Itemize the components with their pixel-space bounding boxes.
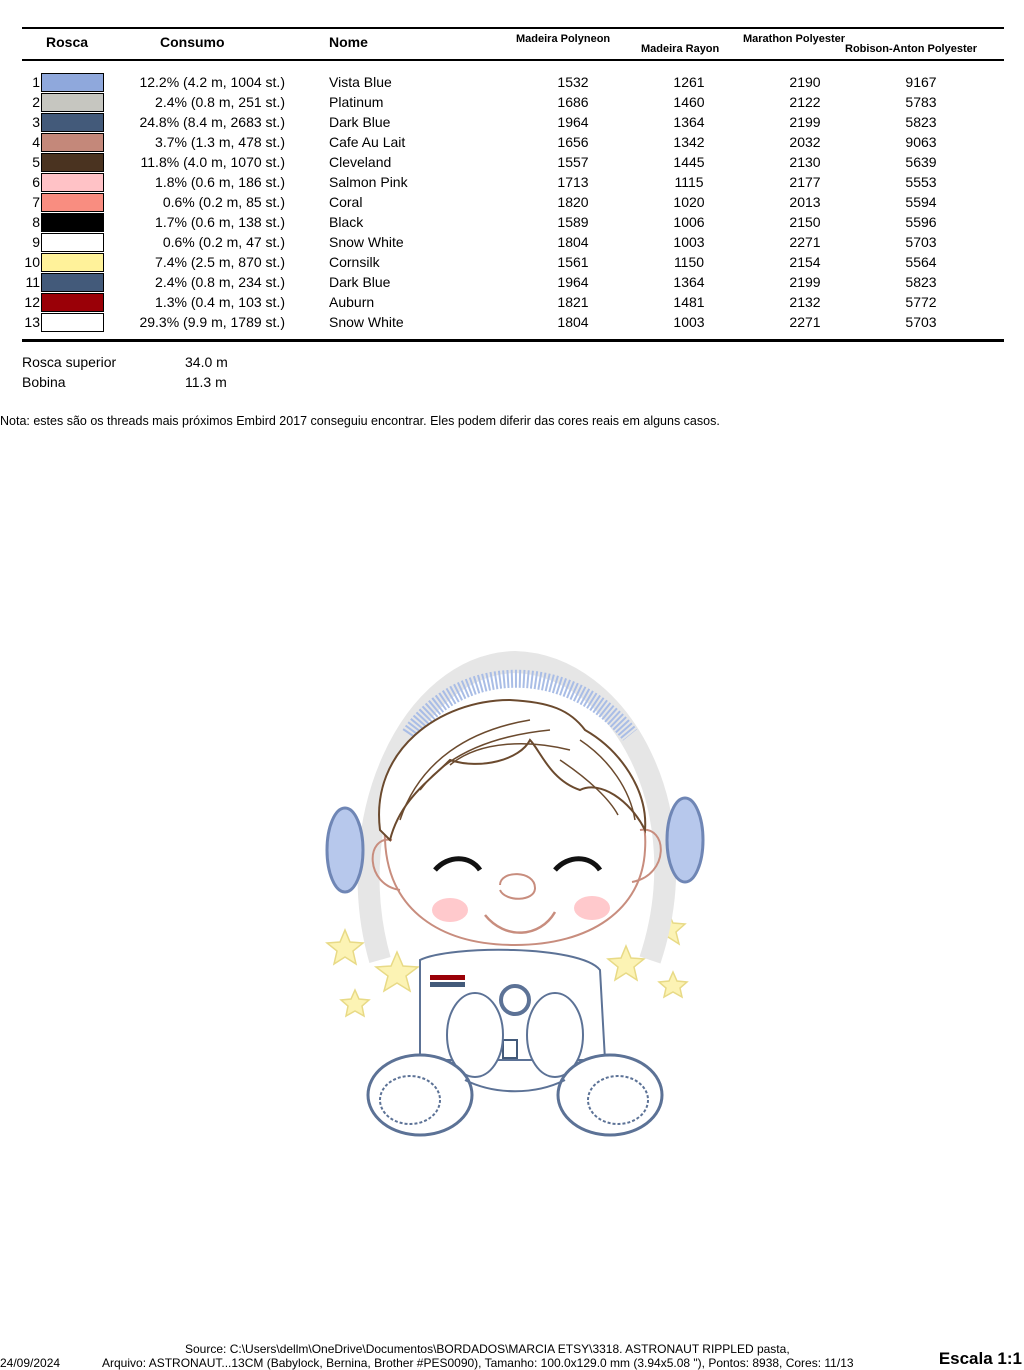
thread-name: Platinum xyxy=(329,94,384,110)
color-swatch xyxy=(41,173,104,192)
madeira-polyneon-code: 1804 xyxy=(557,314,589,330)
madeira-rayon-code: 1150 xyxy=(673,254,705,270)
table-row xyxy=(0,292,1024,312)
thread-name: Snow White xyxy=(329,314,404,330)
madeira-polyneon-code: 1532 xyxy=(557,74,589,90)
color-swatch xyxy=(41,73,104,92)
rosca-superior-label: Rosca superior xyxy=(22,354,117,370)
madeira-rayon-code: 1261 xyxy=(673,74,705,90)
color-swatch xyxy=(41,213,104,232)
color-swatch xyxy=(41,293,104,312)
header-nome: Nome xyxy=(329,34,368,50)
madeira-polyneon-code: 1656 xyxy=(557,134,589,150)
color-swatch xyxy=(41,113,104,132)
robison-anton-code: 5823 xyxy=(905,114,937,130)
note-text: Nota: estes são os threads mais próximos Embird 2017 conseguiu encontrar. Eles podem diferir das cores reais em alguns casos. xyxy=(0,414,720,428)
table-row xyxy=(0,72,1024,92)
thread-number: 2 xyxy=(32,94,40,110)
thread-number: 1 xyxy=(32,74,40,90)
header-consumo: Consumo xyxy=(160,34,225,50)
color-swatch xyxy=(41,253,104,272)
marathon-polyester-code: 2271 xyxy=(789,314,821,330)
madeira-rayon-code: 1364 xyxy=(673,114,705,130)
madeira-polyneon-code: 1589 xyxy=(557,214,589,230)
marathon-polyester-code: 2130 xyxy=(789,154,821,170)
robison-anton-code: 5783 xyxy=(905,94,937,110)
thread-number: 4 xyxy=(32,134,40,150)
marathon-polyester-code: 2132 xyxy=(789,294,821,310)
thread-name: Dark Blue xyxy=(329,274,391,290)
madeira-polyneon-code: 1804 xyxy=(557,234,589,250)
footer-arquivo: Arquivo: ASTRONAUT...13CM (Babylock, Bernina, Brother #PES0090), Tamanho: 100.0x129.0 mm (3.94x5.08 "), Pontos: 8938, Cores: 11/13 xyxy=(102,1356,854,1370)
thread-consumption: 2.4% (0.8 m, 251 st.) xyxy=(155,94,285,110)
color-swatch xyxy=(41,273,104,292)
marathon-polyester-code: 2199 xyxy=(789,274,821,290)
color-swatch xyxy=(41,133,104,152)
marathon-polyester-code: 2122 xyxy=(789,94,821,110)
madeira-polyneon-code: 1964 xyxy=(557,274,589,290)
thread-number: 10 xyxy=(24,254,40,270)
color-swatch xyxy=(41,93,104,112)
robison-anton-code: 5823 xyxy=(905,274,937,290)
thread-number: 13 xyxy=(24,314,40,330)
marathon-polyester-code: 2177 xyxy=(789,174,821,190)
robison-anton-code: 9167 xyxy=(905,74,937,90)
madeira-polyneon-code: 1557 xyxy=(557,154,589,170)
marathon-polyester-code: 2190 xyxy=(789,74,821,90)
scale-label: Escala 1:1 xyxy=(938,1349,1022,1368)
header-madeira-polyneon: Madeira Polyneon xyxy=(516,33,611,45)
robison-anton-code: 5703 xyxy=(905,314,937,330)
robison-anton-code: 5553 xyxy=(905,174,937,190)
thread-name: Cornsilk xyxy=(329,254,380,270)
header-madeira-rayon: Madeira Rayon xyxy=(641,43,720,55)
marathon-polyester-code: 2199 xyxy=(789,114,821,130)
table-row xyxy=(0,132,1024,152)
thread-number: 9 xyxy=(32,234,40,250)
table-row xyxy=(0,92,1024,112)
table-row xyxy=(0,152,1024,172)
madeira-rayon-code: 1460 xyxy=(673,94,705,110)
madeira-rayon-code: 1115 xyxy=(674,174,704,190)
madeira-polyneon-code: 1686 xyxy=(557,94,589,110)
color-swatch xyxy=(41,153,104,172)
header-robison-anton-polyester: Robison-Anton Polyester xyxy=(845,43,978,55)
thread-name: Salmon Pink xyxy=(329,174,408,190)
marathon-polyester-code: 2150 xyxy=(789,214,821,230)
madeira-polyneon-code: 1964 xyxy=(557,114,589,130)
color-swatch xyxy=(41,233,104,252)
thread-number: 6 xyxy=(32,174,40,190)
thread-name: Cleveland xyxy=(329,154,392,170)
footer-date: 24/09/2024 xyxy=(0,1356,61,1370)
table-row xyxy=(0,192,1024,212)
table-row xyxy=(0,232,1024,252)
thread-number: 11 xyxy=(25,274,40,290)
thread-consumption: 11.8% (4.0 m, 1070 st.) xyxy=(140,154,285,170)
thread-consumption: 3.7% (1.3 m, 478 st.) xyxy=(155,134,285,150)
thread-name: Coral xyxy=(329,194,363,210)
table-header-rule xyxy=(22,59,1004,61)
color-swatch xyxy=(41,313,104,332)
table-row xyxy=(0,272,1024,292)
table-top-rule xyxy=(22,27,1004,29)
madeira-rayon-code: 1481 xyxy=(673,294,705,310)
thread-name: Snow White xyxy=(329,234,404,250)
madeira-polyneon-code: 1820 xyxy=(557,194,589,210)
thread-consumption: 1.8% (0.6 m, 186 st.) xyxy=(155,174,285,190)
robison-anton-code: 5639 xyxy=(905,154,937,170)
thread-consumption: 2.4% (0.8 m, 234 st.) xyxy=(155,274,285,290)
thread-name: Auburn xyxy=(329,294,375,310)
robison-anton-code: 5564 xyxy=(905,254,937,270)
robison-anton-code: 5596 xyxy=(905,214,937,230)
astronaut-embroidery-preview xyxy=(300,640,720,1140)
thread-name: Dark Blue xyxy=(329,114,391,130)
robison-anton-code: 5772 xyxy=(905,294,937,310)
thread-number: 8 xyxy=(32,214,40,230)
madeira-polyneon-code: 1821 xyxy=(557,294,589,310)
marathon-polyester-code: 2013 xyxy=(789,194,821,210)
bobina-value: 11.3 m xyxy=(185,374,227,390)
footer-source: Source: C:\Users\dellm\OneDrive\Documentos\BORDADOS\MARCIA ETSY\3318. ASTRONAUT RIPPLED pasta, xyxy=(185,1342,790,1356)
madeira-rayon-code: 1445 xyxy=(673,154,705,170)
thread-consumption: 0.6% (0.2 m, 47 st.) xyxy=(162,234,285,250)
bobina-label: Bobina xyxy=(22,374,66,390)
thread-consumption: 1.3% (0.4 m, 103 st.) xyxy=(155,294,285,310)
madeira-rayon-code: 1364 xyxy=(673,274,705,290)
header-marathon-polyester: Marathon Polyester xyxy=(743,33,846,45)
madeira-rayon-code: 1006 xyxy=(673,214,705,230)
thread-name: Black xyxy=(329,214,364,230)
table-row xyxy=(0,212,1024,232)
madeira-rayon-code: 1003 xyxy=(673,314,705,330)
thread-number: 3 xyxy=(32,114,40,130)
table-row xyxy=(0,312,1024,332)
thread-name: Vista Blue xyxy=(329,74,392,90)
thread-consumption: 24.8% (8.4 m, 2683 st.) xyxy=(139,114,285,130)
thread-number: 7 xyxy=(32,194,40,210)
thread-consumption: 12.2% (4.2 m, 1004 st.) xyxy=(139,74,285,90)
thread-number: 5 xyxy=(32,154,40,170)
thread-consumption: 0.6% (0.2 m, 85 st.) xyxy=(162,194,285,210)
marathon-polyester-code: 2032 xyxy=(789,134,821,150)
table-row xyxy=(0,112,1024,132)
marathon-polyester-code: 2271 xyxy=(789,234,821,250)
robison-anton-code: 5703 xyxy=(905,234,937,250)
madeira-polyneon-code: 1713 xyxy=(557,174,589,190)
thread-number: 12 xyxy=(24,294,40,310)
robison-anton-code: 5594 xyxy=(905,194,937,210)
rosca-superior-value: 34.0 m xyxy=(185,354,228,370)
color-swatch xyxy=(41,193,104,212)
table-bottom-rule xyxy=(22,339,1004,342)
header-rosca: Rosca xyxy=(46,34,89,50)
madeira-polyneon-code: 1561 xyxy=(557,254,589,270)
madeira-rayon-code: 1342 xyxy=(673,134,705,150)
madeira-rayon-code: 1003 xyxy=(673,234,705,250)
table-row xyxy=(0,172,1024,192)
marathon-polyester-code: 2154 xyxy=(789,254,821,270)
thread-consumption: 1.7% (0.6 m, 138 st.) xyxy=(155,214,285,230)
madeira-rayon-code: 1020 xyxy=(673,194,705,210)
thread-consumption: 29.3% (9.9 m, 1789 st.) xyxy=(139,314,285,330)
thread-name: Cafe Au Lait xyxy=(329,134,406,150)
robison-anton-code: 9063 xyxy=(905,134,937,150)
table-row xyxy=(0,252,1024,272)
thread-consumption: 7.4% (2.5 m, 870 st.) xyxy=(155,254,285,270)
